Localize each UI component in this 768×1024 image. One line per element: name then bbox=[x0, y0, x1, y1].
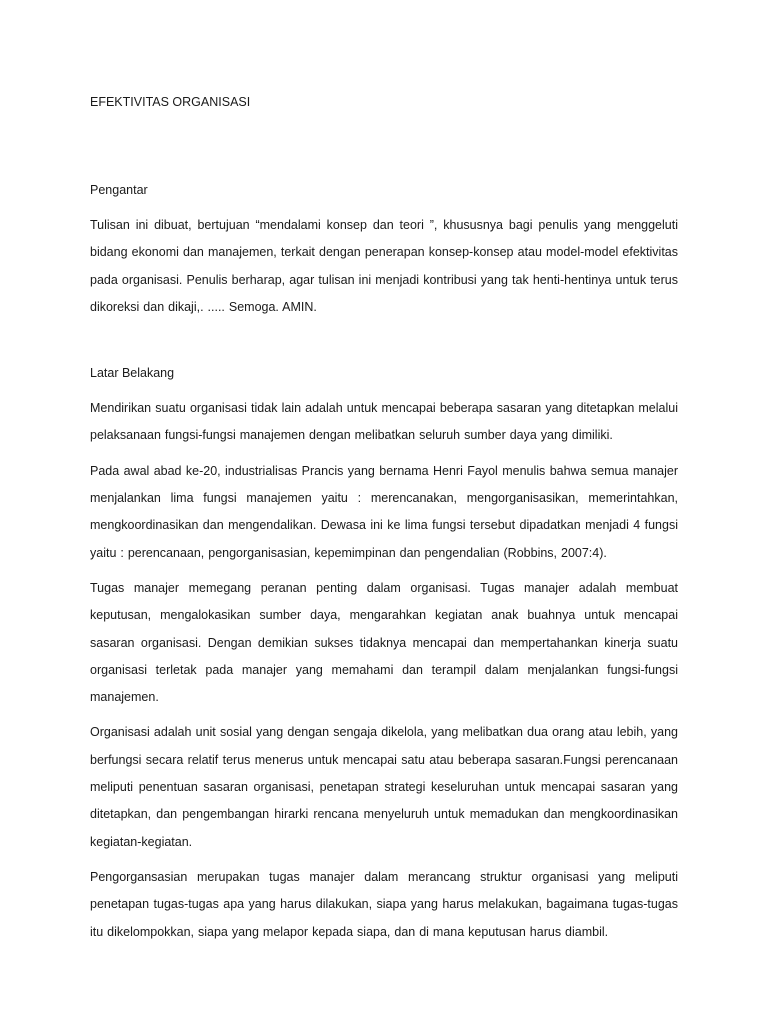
paragraph-latar-belakang-5: Pengorgansasian merupakan tugas manajer dalam merancang struktur organisasi yang meliputi penetapan tugas-tugas apa yang harus dilakukan, siapa yang harus melakukan, bagaimana tugas-tugas itu dikelompokkan, siapa yang melapor kepada siapa, dan di mana keputusan harus diambil. bbox=[90, 869, 678, 939]
document-body bbox=[90, 90, 678, 946]
paragraph-latar-belakang-4: Organisasi adalah unit sosial yang dengan sengaja dikelola, yang melibatkan dua orang atau lebih, yang berfungsi secara relatif terus menerus untuk mencapai satu atau beberapa sasaran.Fungsi perencanaan meliputi penentuan sasaran organisasi, penetapan strategi keseluruhan untuk mencapai sasaran yang ditetapkan, dan pengembangan hirarki rencana menyeluruh untuk memadukan dan mengkoordinasikan kegiatan-kegiatan. bbox=[90, 725, 678, 849]
paragraph-latar-belakang-2: Pada awal abad ke-20, industrialisas Prancis yang bernama Henri Fayol menulis bahwa semua manajer menjalankan lima fungsi manajemen yaitu : merencanakan, mengorganisasikan, memerintahkan, mengkoordinasikan dan mengendalikan. Dewasa ini ke lima fungsi tersebut dipadatkan menjadi 4 fungsi yaitu : perencanaan, pengorganisasian, kepemimpinan dan pengendalian (Robbins, 2007:4). bbox=[90, 463, 678, 560]
section-heading-latar-belakang: Latar Belakang bbox=[90, 366, 175, 381]
paragraph-pengantar-1: Tulisan ini dibuat, bertujuan “mendalami konsep dan teori ”, khususnya bagi penulis yang menggeluti bidang ekonomi dan manajemen, terkait dengan penerapan konsep-konsep atau model-model efektivitas pada organisasi. Penulis berharap, agar tulisan ini menjadi kontribusi yang tak henti-hentinya untuk terus dikoreksi dan dikaji,. ..... Semoga. AMIN. bbox=[90, 218, 678, 314]
paragraph-latar-belakang-1: Mendirikan suatu organisasi tidak lain adalah untuk mencapai beberapa sasaran yang ditetapkan melalui pelaksanaan fungsi-fungsi manajemen dengan melibatkan seluruh sumber daya yang dimiliki. bbox=[90, 401, 678, 443]
document-title: EFEKTIVITAS ORGANISASI bbox=[90, 95, 251, 109]
paragraph-latar-belakang-3: Tugas manajer memegang peranan penting dalam organisasi. Tugas manajer adalah membuat keputusan, mengalokasikan sumber daya, mengarahkan kegiatan anak buahnya untuk mencapai sasaran organisasi. Dengan demikian sukses tidaknya mencapai dan mempertahankan kinerja suatu organisasi terletak pada manajer yang memahami dan terampil dalam menjalankan fungsi-fungsi manajemen. bbox=[90, 580, 678, 705]
section-heading-pengantar: Pengantar bbox=[90, 183, 148, 197]
